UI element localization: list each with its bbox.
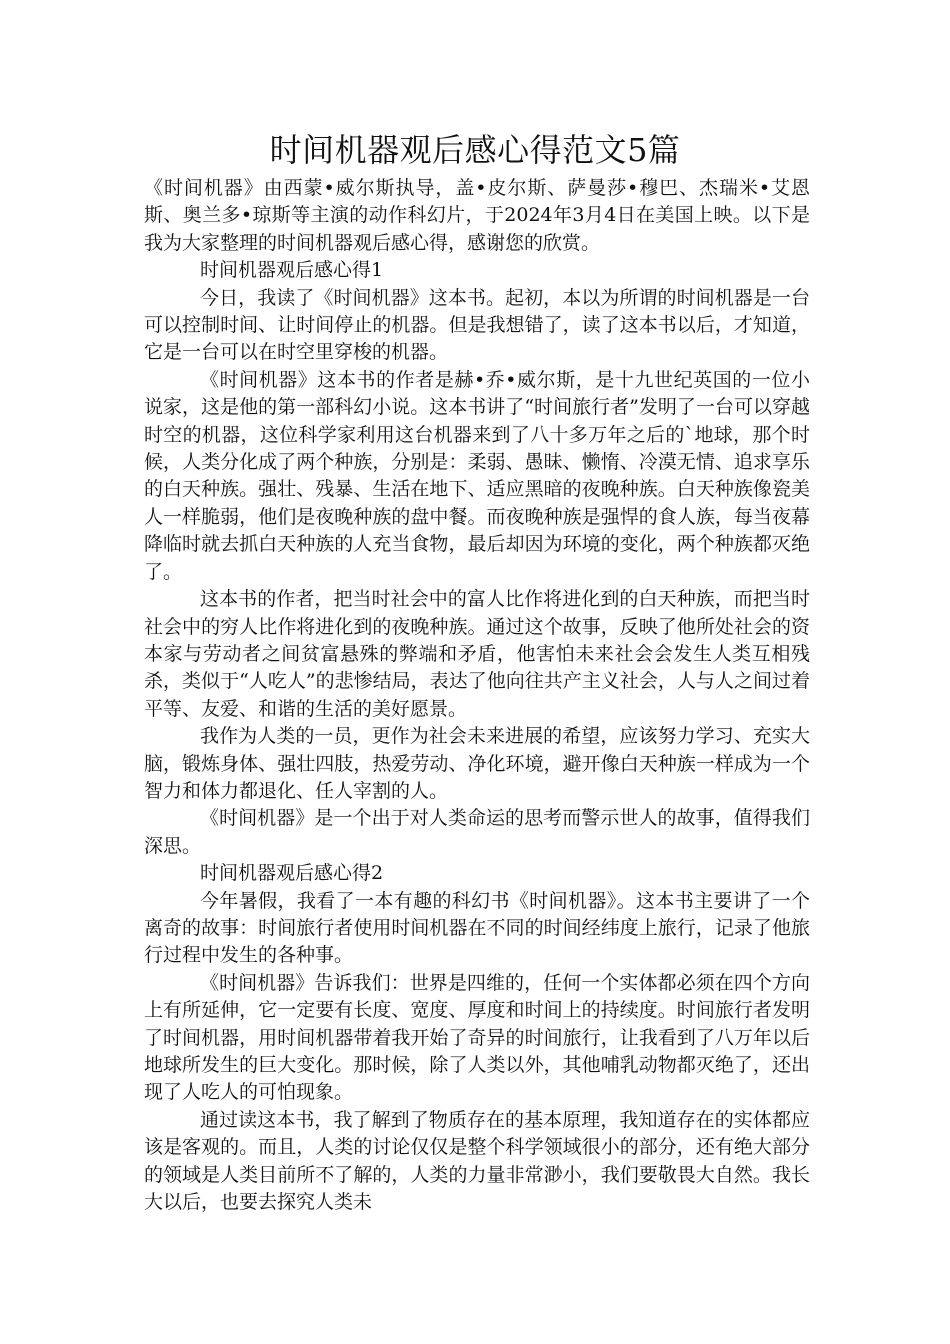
body-paragraph: 《时间机器》这本书的作者是赫•乔•威尔斯，是十九世纪英国的一位小说家，这是他的第一部科幻小说。这本书讲了“时间旅行者”发明了一台可以穿越时空的机器，这位科学家利用这台机器来到了八十多万年之后的`地球，那个时候，人类分化成了两个种族，分别是：柔弱、愚昧、懒惰、冷漠无情、追求享乐的白天种族。强壮、残暴、生活在地下、适应黑暗的夜晚种族。白天种族像瓷美人一样脆弱，他们是夜晚种族的盘中餐。而夜晚种族是强悍的食人族，每当夜幕降临时就去抓白天种族的人充当食物，最后却因为环境的变化，两个种族都灭绝了。 xyxy=(144,368,810,583)
document-body xyxy=(144,175,810,1216)
section-heading-2: 时间机器观后感心得2 xyxy=(200,862,384,885)
body-paragraph: 通过读这本书，我了解到了物质存在的基本原理，我知道存在的实体都应该是客观的。而且，人类的讨论仅仅是整个科学领域很小的部分，还有绝大部分的领域是人类目前所不了解的，人类的力量非常渺小，我们要敬畏大自然。我长大以后，也要去探究人类未 xyxy=(144,1108,810,1214)
body-paragraph: 这本书的作者，把当时社会中的富人比作将进化到的白天种族，而把当时社会中的穷人比作将进化到的夜晚种族。通过这个故事，反映了他所处社会的资本家与劳动者之间贫富悬殊的弊端和矛盾，他害怕未来社会会发生人类互相残杀，类似于“人吃人”的悲惨结局，表达了他向往共产主义社会，人与人之间过着平等、友爱、和谐的生活的美好愿景。 xyxy=(144,588,810,720)
body-paragraph: 今日，我读了《时间机器》这本书。起初，本以为所谓的时间机器是一台可以控制时间、让时间停止的机器。但是我想错了，读了这本书以后，才知道，它是一台可以在时空里穿梭的机器。 xyxy=(144,286,810,364)
body-paragraph: 《时间机器》告诉我们：世界是四维的，任何一个实体都必须在四个方向上有所延伸，它一定要有长度、宽度、厚度和时间上的持续度。时间旅行者发明了时间机器，用时间机器带着我开始了奇异的时间旅行，让我看到了八万年以后地球所发生的巨大变化。那时候，除了人类以外，其他哺乳动物都灭绝了，还出现了人吃人的可怕现象。 xyxy=(144,971,810,1104)
body-paragraph: 《时间机器》是一个出于对人类命运的思考而警示世人的故事，值得我们深思。 xyxy=(144,807,810,857)
document-title: 时间机器观后感心得范文5篇 xyxy=(269,131,681,169)
section-heading-1: 时间机器观后感心得1 xyxy=(200,259,384,282)
body-paragraph: 我作为人类的一员，更作为社会未来进展的希望，应该努力学习、充实大脑，锻炼身体、强壮四肢，热爱劳动、净化环境，避开像白天种族一样成为一个智力和体力都退化、任人宰割的人。 xyxy=(144,725,810,802)
intro-paragraph: 《时间机器》由西蒙•威尔斯执导，盖•皮尔斯、萨曼莎•穆巴、杰瑞米•艾恩斯、奥兰多•琼斯等主演的动作科幻片，于2024年3月4日在美国上映。以下是我为大家整理的时间机器观后感心得，感谢您的欣赏。 xyxy=(144,177,810,254)
body-paragraph: 今年暑假，我看了一本有趣的科幻书《时间机器》。这本书主要讲了一个离奇的故事：时间旅行者使用时间机器在不同的时间经纬度上旅行，记录了他旅行过程中发生的各种事。 xyxy=(144,889,810,967)
